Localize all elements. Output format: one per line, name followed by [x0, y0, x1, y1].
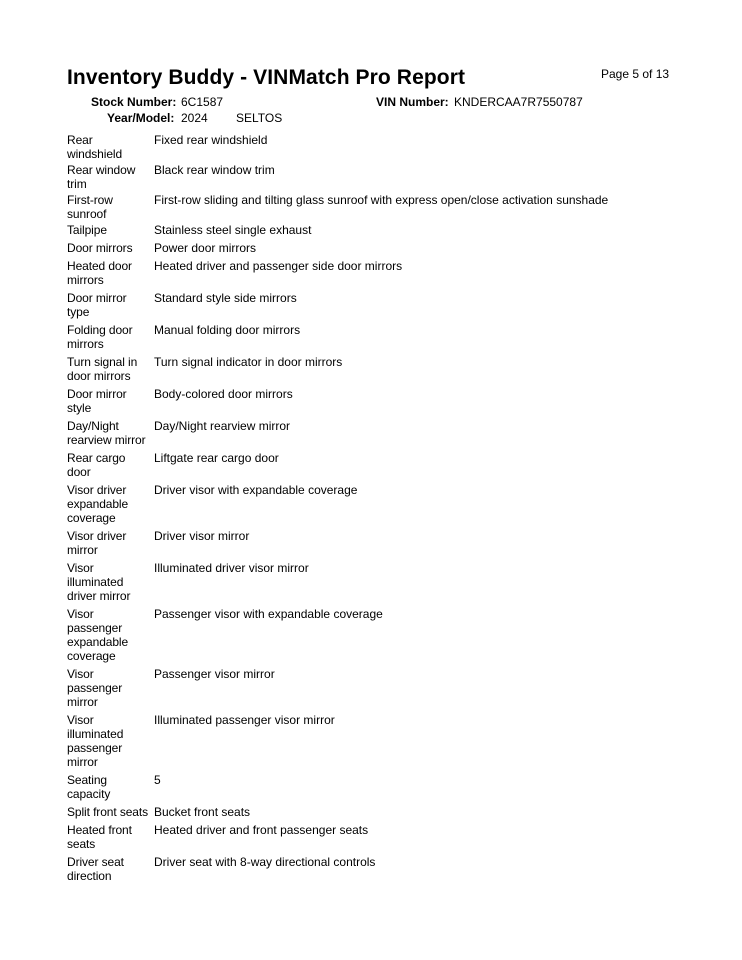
spec-value: Heated driver and passenger side door mirrors [154, 259, 403, 273]
spec-label: Rear window trim [67, 163, 136, 191]
spec-row [67, 387, 707, 415]
spec-row [67, 713, 707, 769]
spec-label: Visor driver mirror [67, 529, 127, 557]
spec-row [67, 805, 707, 819]
spec-row [67, 223, 707, 237]
spec-row [67, 355, 707, 383]
spec-table [67, 133, 707, 887]
spec-label: Rear cargo door [67, 451, 126, 479]
spec-label: Door mirror style [67, 387, 127, 415]
spec-label: Folding door mirrors [67, 323, 133, 351]
spec-row [67, 451, 707, 479]
spec-row [67, 133, 707, 161]
spec-row [67, 607, 707, 663]
spec-label: Visor illuminated passenger mirror [67, 713, 124, 769]
spec-value: Passenger visor mirror [154, 667, 275, 681]
year-model-label: Year/Model: [107, 111, 175, 125]
spec-value: Passenger visor with expandable coverage [154, 607, 383, 621]
spec-row [67, 193, 707, 221]
spec-value: First-row sliding and tilting glass sunroof with express open/close activation sunshade [154, 193, 609, 207]
spec-label: Turn signal in door mirrors [67, 355, 138, 383]
spec-value: Manual folding door mirrors [154, 323, 301, 337]
spec-row [67, 241, 707, 255]
stock-number-label: Stock Number: [91, 95, 177, 109]
spec-value: 5 [154, 773, 161, 787]
spec-value: Illuminated driver visor mirror [154, 561, 309, 575]
spec-row [67, 483, 707, 525]
spec-value: Fixed rear windshield [154, 133, 268, 147]
spec-row [67, 323, 707, 351]
stock-number-value: 6C1587 [181, 95, 224, 109]
spec-label: Rear windshield [67, 133, 123, 161]
spec-value: Liftgate rear cargo door [154, 451, 279, 465]
spec-label: Split front seats [67, 805, 149, 819]
spec-row [67, 291, 707, 319]
vin-number-value: KNDERCAA7R7550787 [454, 95, 583, 109]
spec-label: Visor driver expandable coverage [67, 483, 129, 525]
spec-label: Door mirror type [67, 291, 127, 319]
spec-label: First-row sunroof [67, 193, 113, 221]
spec-row [67, 163, 707, 191]
spec-row [67, 259, 707, 287]
spec-value: Body-colored door mirrors [154, 387, 293, 401]
spec-label: Driver seat direction [67, 855, 124, 883]
year-value: 2024 [181, 111, 208, 125]
spec-value: Heated driver and front passenger seats [154, 823, 369, 837]
spec-row [67, 823, 707, 851]
spec-row [67, 529, 707, 557]
spec-label: Visor passenger expandable coverage [67, 607, 129, 663]
spec-row [67, 773, 707, 801]
spec-label: Heated door mirrors [67, 259, 132, 287]
spec-value: Stainless steel single exhaust [154, 223, 312, 237]
spec-value: Black rear window trim [154, 163, 275, 177]
spec-value: Driver visor with expandable coverage [154, 483, 358, 497]
spec-value: Driver seat with 8-way directional controls [154, 855, 376, 869]
spec-value: Bucket front seats [154, 805, 251, 819]
spec-label: Tailpipe [67, 223, 107, 237]
spec-label: Seating capacity [67, 773, 111, 801]
spec-value: Turn signal indicator in door mirrors [154, 355, 343, 369]
spec-value: Illuminated passenger visor mirror [154, 713, 335, 727]
spec-value: Driver visor mirror [154, 529, 250, 543]
report-title: Inventory Buddy - VINMatch Pro Report [67, 66, 466, 89]
spec-value: Day/Night rearview mirror [154, 419, 291, 433]
spec-label: Visor illuminated driver mirror [67, 561, 131, 603]
model-value: SELTOS [236, 111, 283, 125]
spec-label: Door mirrors [67, 241, 133, 255]
spec-value: Power door mirrors [154, 241, 257, 255]
spec-row [67, 561, 707, 603]
vin-number-label: VIN Number: [376, 95, 449, 109]
spec-value: Standard style side mirrors [154, 291, 297, 305]
spec-row [67, 419, 707, 447]
spec-label: Visor passenger mirror [67, 667, 123, 709]
spec-label: Heated front seats [67, 823, 132, 851]
spec-row [67, 855, 707, 883]
spec-label: Day/Night rearview mirror [67, 419, 146, 447]
page-number: Page 5 of 13 [601, 67, 670, 81]
spec-row [67, 667, 707, 709]
